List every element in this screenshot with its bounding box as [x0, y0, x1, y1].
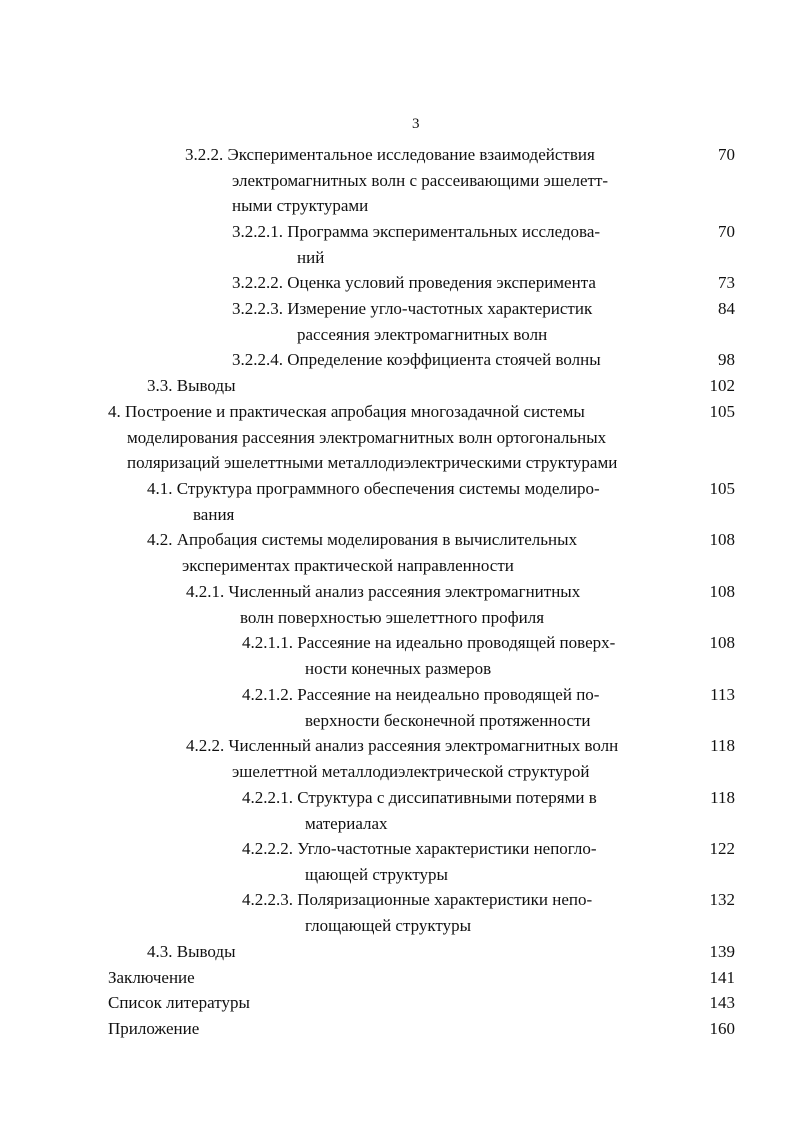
toc-entry-page: 70	[718, 145, 735, 164]
toc-entry-title-continuation: глощающей структуры	[305, 916, 472, 935]
toc-entry-title: 3.2.2.2. Оценка условий проведения эксперимента	[232, 273, 596, 292]
toc-entry-title-continuation: щающей структуры	[305, 865, 448, 884]
toc-entry-title-continuation: верхности бесконечной протяженности	[305, 711, 591, 730]
toc-entry-title: Заключение	[108, 968, 195, 987]
toc-entry-title: 4.2.2. Численный анализ рассеяния электромагнитных волн	[186, 736, 619, 755]
toc-entry-page: 108	[709, 582, 735, 601]
toc-entry-title: 4.1. Структура программного обеспечения системы моделиро-	[147, 479, 600, 498]
toc-entry-page: 70	[718, 222, 735, 241]
toc-entry-title: 4.2.1. Численный анализ рассеяния электромагнитных	[186, 582, 581, 601]
toc-entry-title-continuation: материалах	[305, 814, 388, 833]
toc-entry-page: 108	[709, 530, 735, 549]
toc-entry-title-continuation: экспериментах практической направленности	[182, 556, 514, 575]
toc-entry-page: 143	[709, 993, 735, 1012]
toc-entry-page: 84	[718, 299, 735, 318]
toc-entry-title-continuation: волн поверхностью эшелеттного профиля	[240, 608, 545, 627]
toc-entry-title-continuation: рассеяния электромагнитных волн	[297, 325, 548, 344]
toc-entry-page: 113	[710, 685, 735, 704]
toc-entry-title: 3.2.2.3. Измерение угло-частотных характеристик	[232, 299, 593, 318]
toc-entry-title: 4.2.2.2. Угло-частотные характеристики непогло-	[242, 839, 597, 858]
toc-entry-page: 132	[709, 890, 735, 909]
toc-entry-title: 3.2.2. Экспериментальное исследование взаимодействия	[185, 145, 595, 164]
toc-entry-title-continuation: моделирования рассеяния электромагнитных волн ортогональных	[127, 428, 607, 447]
toc-entry-page: 108	[709, 633, 735, 652]
toc-entry-title: 3.3. Выводы	[147, 376, 236, 395]
toc-entry-title-continuation: электромагнитных волн с рассеивающими эшелетт-	[232, 171, 609, 190]
toc-entry-page: 118	[710, 736, 735, 755]
toc-entry-page: 122	[709, 839, 735, 858]
page-number: 3	[412, 116, 420, 132]
toc-entry-page: 160	[709, 1019, 735, 1038]
toc-entry-page: 105	[709, 479, 735, 498]
toc-entry-page: 102	[709, 376, 735, 395]
toc-entry-title-continuation: ности конечных размеров	[305, 659, 492, 678]
toc-entry-title-continuation: ний	[297, 248, 325, 267]
toc-entry-title: Приложение	[108, 1019, 200, 1038]
toc-entry-title: 4.2.1.1. Рассеяние на идеально проводящей поверх-	[242, 633, 616, 652]
toc-entry-title-continuation: эшелеттной металлодиэлектрической структурой	[232, 762, 590, 781]
toc-entry-title: 4.3. Выводы	[147, 942, 236, 961]
toc-entry-page: 141	[709, 968, 735, 987]
toc-entry-title-continuation: ными структурами	[232, 196, 369, 215]
toc-entry-page: 73	[718, 273, 735, 292]
toc-entry-title: 3.2.2.4. Определение коэффициента стоячей волны	[232, 350, 601, 369]
toc-entry-title-continuation: поляризаций эшелеттными металлодиэлектрическими структурами	[127, 453, 618, 472]
toc-entry-title: 4. Построение и практическая апробация многозадачной системы	[108, 402, 585, 421]
toc-entry-title: 4.2. Апробация системы моделирования в вычислительных	[147, 530, 578, 549]
toc-entry-page: 98	[718, 350, 735, 369]
toc-entry-title: 4.2.1.2. Рассеяние на неидеально проводящей по-	[242, 685, 600, 704]
toc-entry-page: 105	[709, 402, 735, 421]
toc-entry-title: 3.2.2.1. Программа экспериментальных исследова-	[232, 222, 601, 241]
toc-entry-title: 4.2.2.3. Поляризационные характеристики непо-	[242, 890, 593, 909]
toc-entry-page: 139	[709, 942, 735, 961]
toc-entry-title: Список литературы	[108, 993, 250, 1012]
toc-entry-page: 118	[710, 788, 735, 807]
toc-entry-title-continuation: вания	[193, 505, 235, 524]
toc-entry-title: 4.2.2.1. Структура с диссипативными потерями в	[242, 788, 597, 807]
